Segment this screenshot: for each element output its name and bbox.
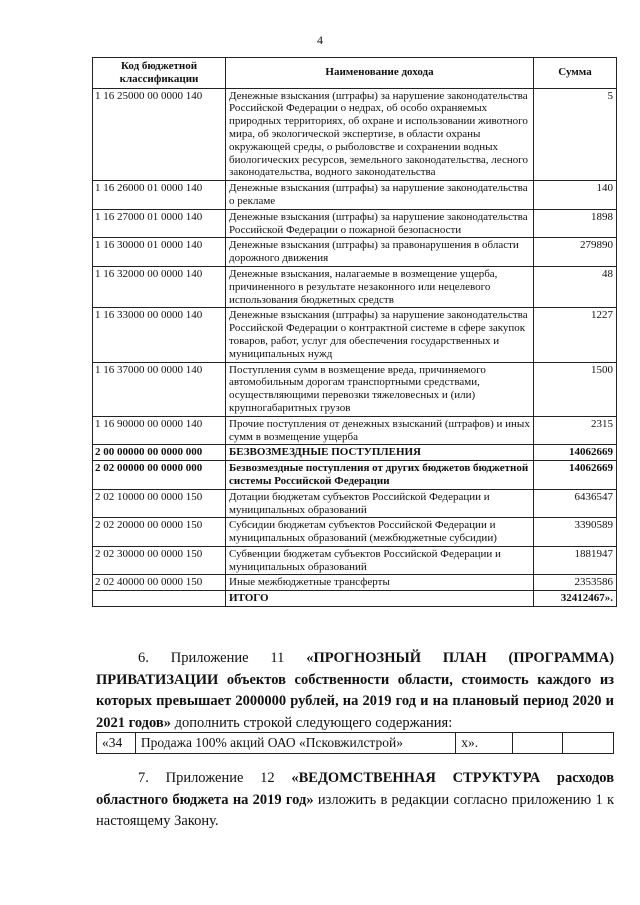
row-amount: 1500 xyxy=(534,362,617,416)
table-row xyxy=(93,308,617,362)
row-code: 1 16 25000 00 0000 140 xyxy=(93,88,226,181)
revenue-table xyxy=(92,57,617,607)
header-name: Наименование дохода xyxy=(226,58,534,89)
table-row xyxy=(93,591,617,607)
row-name: Поступления сумм в возмещение вреда, причиняемого автомобильным дорогам транспортными средствами, осуществляющими перевозки тяжеловесных и (или) крупногабаритных грузов xyxy=(226,362,534,416)
row-amount: 1881947 xyxy=(534,546,617,575)
paragraph-7 xyxy=(96,768,614,833)
row-name: ИТОГО xyxy=(226,591,534,607)
row-code: 1 16 90000 00 0000 140 xyxy=(93,416,226,445)
table-row xyxy=(93,416,617,445)
table-row xyxy=(93,362,617,416)
row-amount: 1227 xyxy=(534,308,617,362)
row-code: 1 16 27000 01 0000 140 xyxy=(93,209,226,238)
row-amount: 1898 xyxy=(534,209,617,238)
row-amount: 2315 xyxy=(534,416,617,445)
row-name: Денежные взыскания, налагаемые в возмещение ущерба, причиненного в результате незаконного или нецелевого использования бюджетных средств xyxy=(226,266,534,307)
row-amount: 48 xyxy=(534,266,617,307)
table-body xyxy=(93,88,617,606)
row-name: Денежные взыскания (штрафы) за нарушение законодательства Российской Федерации о пожарной безопасности xyxy=(226,209,534,238)
table-header-row xyxy=(93,58,617,89)
table-row xyxy=(93,181,617,210)
row-code: 2 02 00000 00 0000 000 xyxy=(93,461,226,490)
row-name: Денежные взыскания (штрафы) за нарушение законодательства Российской Федерации о контрактной системе в сфере закупок товаров, работ, услуг для обеспечения государственных и муниципальных нужд xyxy=(226,308,534,362)
row-name: Денежные взыскания (штрафы) за нарушение законодательства Российской Федерации о недрах, об особо охраняемых природных территориях, об охране и использовании животного мира, об экологической экспертизе, в области охраны окружающей среды, о рыболовстве и сохранении водных биологических ресурсов, земельного законодательства, лесного законодательства, водного законодательства xyxy=(226,88,534,181)
priv-name: Продажа 100% акций ОАО «Псковжилстрой» xyxy=(135,733,455,754)
row-name: Субвенции бюджетам субъектов Российской Федерации и муниципальных образований xyxy=(226,546,534,575)
row-code: 2 02 30000 00 0000 150 xyxy=(93,546,226,575)
row-code: 1 16 32000 00 0000 140 xyxy=(93,266,226,307)
row-name: Денежные взыскания (штрафы) за правонарушения в области дорожного движения xyxy=(226,238,534,267)
row-amount: 279890 xyxy=(534,238,617,267)
priv-value: х». xyxy=(456,733,513,754)
table-row xyxy=(93,445,617,461)
row-name: БЕЗВОЗМЕЗДНЫЕ ПОСТУПЛЕНИЯ xyxy=(226,445,534,461)
row-amount: 3390589 xyxy=(534,518,617,547)
row-code: 2 00 00000 00 0000 000 xyxy=(93,445,226,461)
privatization-table xyxy=(96,732,614,754)
row-name: Субсидии бюджетам субъектов Российской Федерации и муниципальных образований (межбюджетные субсидии) xyxy=(226,518,534,547)
row-name: Безвозмездные поступления от других бюджетов бюджетной системы Российской Федерации xyxy=(226,461,534,490)
row-amount: 5 xyxy=(534,88,617,181)
table-row xyxy=(93,518,617,547)
row-amount: 6436547 xyxy=(534,489,617,518)
table-row xyxy=(93,238,617,267)
table-row xyxy=(93,88,617,181)
paragraph-6 xyxy=(96,648,614,734)
row-amount: 32412467». xyxy=(534,591,617,607)
row-code: 1 16 33000 00 0000 140 xyxy=(93,308,226,362)
page-number: 4 xyxy=(317,33,323,47)
priv-col5 xyxy=(563,733,614,754)
header-amount: Сумма xyxy=(534,58,617,89)
table-row xyxy=(93,546,617,575)
row-code: 1 16 26000 01 0000 140 xyxy=(93,181,226,210)
header-code: Код бюджетной классификации xyxy=(93,58,226,89)
table-row xyxy=(93,575,617,591)
table-row xyxy=(93,461,617,490)
para6-number: 6. xyxy=(138,650,149,666)
para7-tail: изложить в редакции согласно приложению 1 к настоящему Закону. xyxy=(96,791,615,829)
row-code: 2 02 20000 00 0000 150 xyxy=(93,518,226,547)
table-row xyxy=(93,266,617,307)
row-name: Иные межбюджетные трансферты xyxy=(226,575,534,591)
para6-tail: дополнить строкой следующего содержания: xyxy=(174,714,453,731)
priv-col4 xyxy=(512,733,563,754)
privatization-row xyxy=(97,733,614,754)
priv-num: «34 xyxy=(97,733,136,754)
para6-lead: Приложение 11 xyxy=(170,650,285,666)
row-code: 2 02 10000 00 0000 150 xyxy=(93,489,226,518)
row-code: 2 02 40000 00 0000 150 xyxy=(93,575,226,591)
row-amount: 140 xyxy=(534,181,617,210)
table-row xyxy=(93,489,617,518)
para6-title: «ПРОГНОЗНЫЙ ПЛАН (ПРОГРАММА) ПРИВАТИЗАЦИИ объектов собственности области, стоимость каждого из которых превышает 2000000 рублей, на 2019 год и на плановый период 2020 и 2021 годов» xyxy=(96,650,615,731)
row-amount: 2353586 xyxy=(534,575,617,591)
row-code: 1 16 37000 00 0000 140 xyxy=(93,362,226,416)
para7-title: «ВЕДОМСТВЕННАЯ СТРУКТУРА расходов областного бюджета на 2019 год» xyxy=(96,770,615,808)
row-amount: 14062669 xyxy=(534,445,617,461)
table-row xyxy=(93,209,617,238)
row-code: 1 16 30000 01 0000 140 xyxy=(93,238,226,267)
para7-number: 7. xyxy=(138,770,149,786)
row-name: Денежные взыскания (штрафы) за нарушение законодательства о рекламе xyxy=(226,181,534,210)
row-name: Прочие поступления от денежных взысканий (штрафов) и иных сумм в возмещение ущерба xyxy=(226,416,534,445)
para7-lead: Приложение 12 xyxy=(165,770,275,786)
row-amount: 14062669 xyxy=(534,461,617,490)
row-code xyxy=(93,591,226,607)
row-name: Дотации бюджетам субъектов Российской Федерации и муниципальных образований xyxy=(226,489,534,518)
